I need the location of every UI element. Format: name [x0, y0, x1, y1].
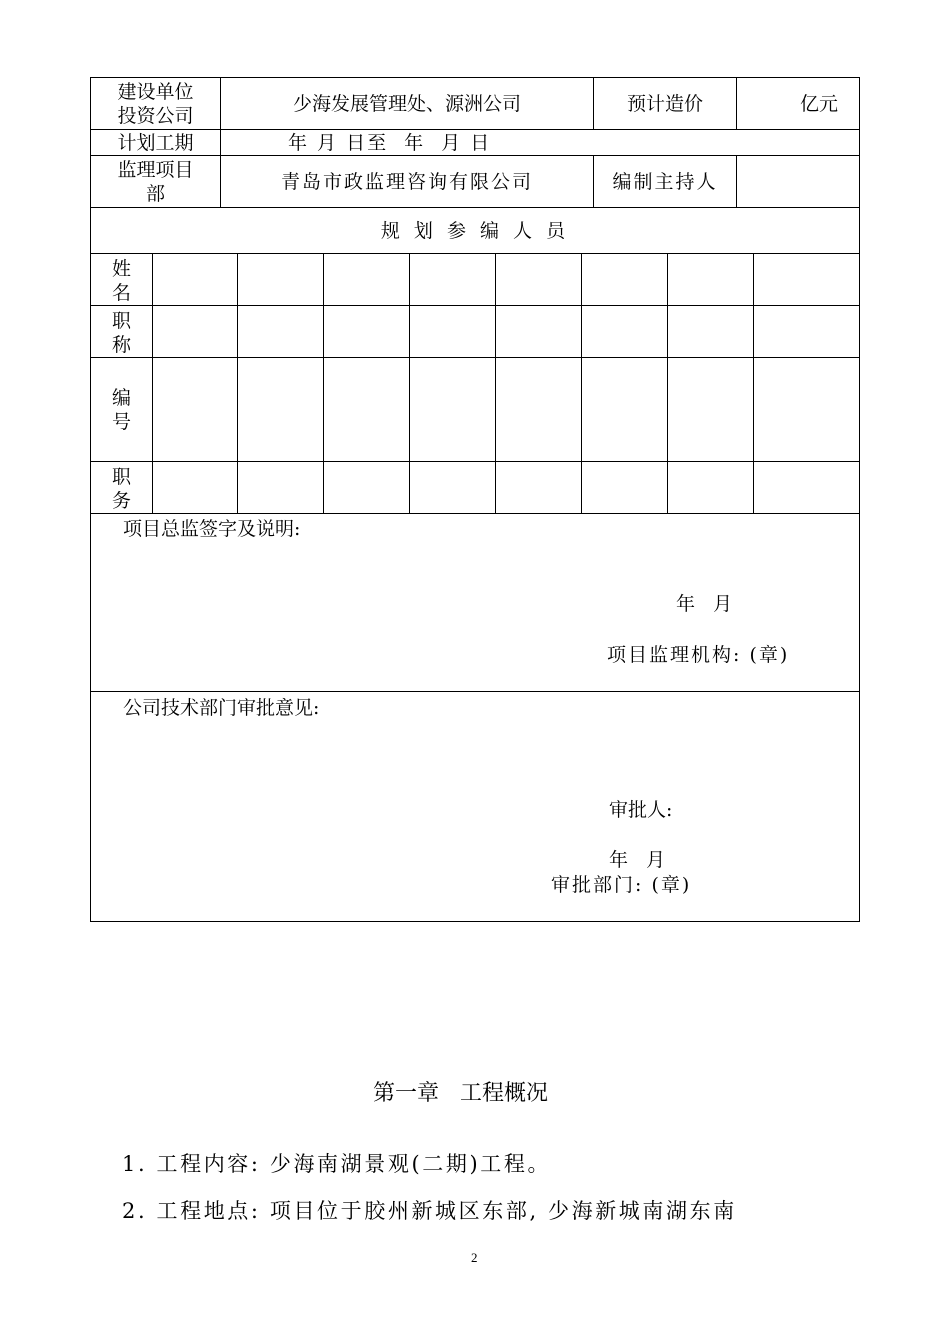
supervision-org-seal: 项目监理机构: (章) [607, 644, 790, 666]
approval-heading: 公司技术部门审批意见: [123, 697, 320, 719]
builder-label-line2: 投资公司 [117, 104, 194, 127]
supervision-dept-label [91, 156, 220, 207]
supervision-dept-label-line2: 部 [145, 182, 165, 205]
table-rule [753, 253, 754, 513]
schedule-value: 年 月 日至 年 月 日 [288, 132, 492, 154]
supervision-dept-label-line1: 监理项目 [117, 158, 194, 181]
staff-row-label-title [91, 308, 152, 357]
chapter-item-2: 2. 工程地点: 项目位于胶州新城区东部, 少海新城南湖东南 [122, 1199, 737, 1223]
label-char: 号 [111, 410, 131, 433]
builder-label-line1: 建设单位 [117, 80, 194, 103]
table-rule [90, 253, 860, 254]
label-char: 职 [111, 309, 131, 332]
host-value [737, 156, 859, 207]
builder-value [221, 78, 593, 129]
table-rule [323, 253, 324, 513]
table-rule [152, 253, 153, 513]
host-label-text: 编制主持人 [612, 170, 718, 193]
table-border-bottom [90, 921, 860, 922]
chapter-title: 第一章 工程概况 [373, 1081, 548, 1106]
label-char: 编 [111, 386, 131, 409]
staff-row-label-position [91, 464, 152, 513]
staff-row-label-number [91, 358, 152, 461]
table-rule [90, 461, 860, 462]
estimated-cost-unit: 亿元 [800, 93, 839, 115]
approval-dept-seal: 审批部门: (章) [551, 874, 692, 896]
estimated-cost-label-text: 预计造价 [626, 92, 703, 115]
chapter-item-1: 1. 工程内容: 少海南湖景观(二期)工程。 [122, 1152, 552, 1176]
table-border-right [859, 77, 860, 922]
page-number: 2 [471, 1250, 478, 1265]
label-char: 称 [111, 333, 131, 356]
staff-header-text: 规 划 参 编 人 员 [380, 219, 570, 242]
director-signature-heading: 项目总监签字及说明: [123, 518, 301, 540]
table-rule [90, 305, 860, 306]
supervision-dept-value [221, 156, 593, 207]
approver-label: 审批人: [609, 799, 673, 821]
table-rule [90, 357, 860, 358]
supervision-dept-value-text: 青岛市政监理咨询有限公司 [280, 170, 533, 193]
table-rule [237, 253, 238, 513]
builder-label [91, 78, 220, 129]
staff-header [91, 208, 859, 253]
staff-row-label-name [91, 256, 152, 305]
director-date: 年 月 [676, 593, 733, 615]
host-label [594, 156, 736, 207]
table-rule [667, 253, 668, 513]
label-char: 名 [111, 281, 131, 304]
label-char: 职 [111, 465, 131, 488]
table-rule [581, 253, 582, 513]
estimated-cost-label [594, 78, 736, 129]
table-rule [736, 77, 737, 129]
label-char: 姓 [111, 257, 131, 280]
label-char: 务 [111, 489, 131, 512]
schedule-label [91, 130, 220, 155]
table-rule [409, 253, 410, 513]
table-rule [495, 253, 496, 513]
builder-value-text: 少海发展管理处、源洲公司 [292, 92, 521, 115]
table-rule [90, 691, 860, 692]
approval-date: 年 月 [609, 849, 666, 871]
schedule-label-text: 计划工期 [117, 131, 194, 154]
table-rule [90, 513, 860, 514]
